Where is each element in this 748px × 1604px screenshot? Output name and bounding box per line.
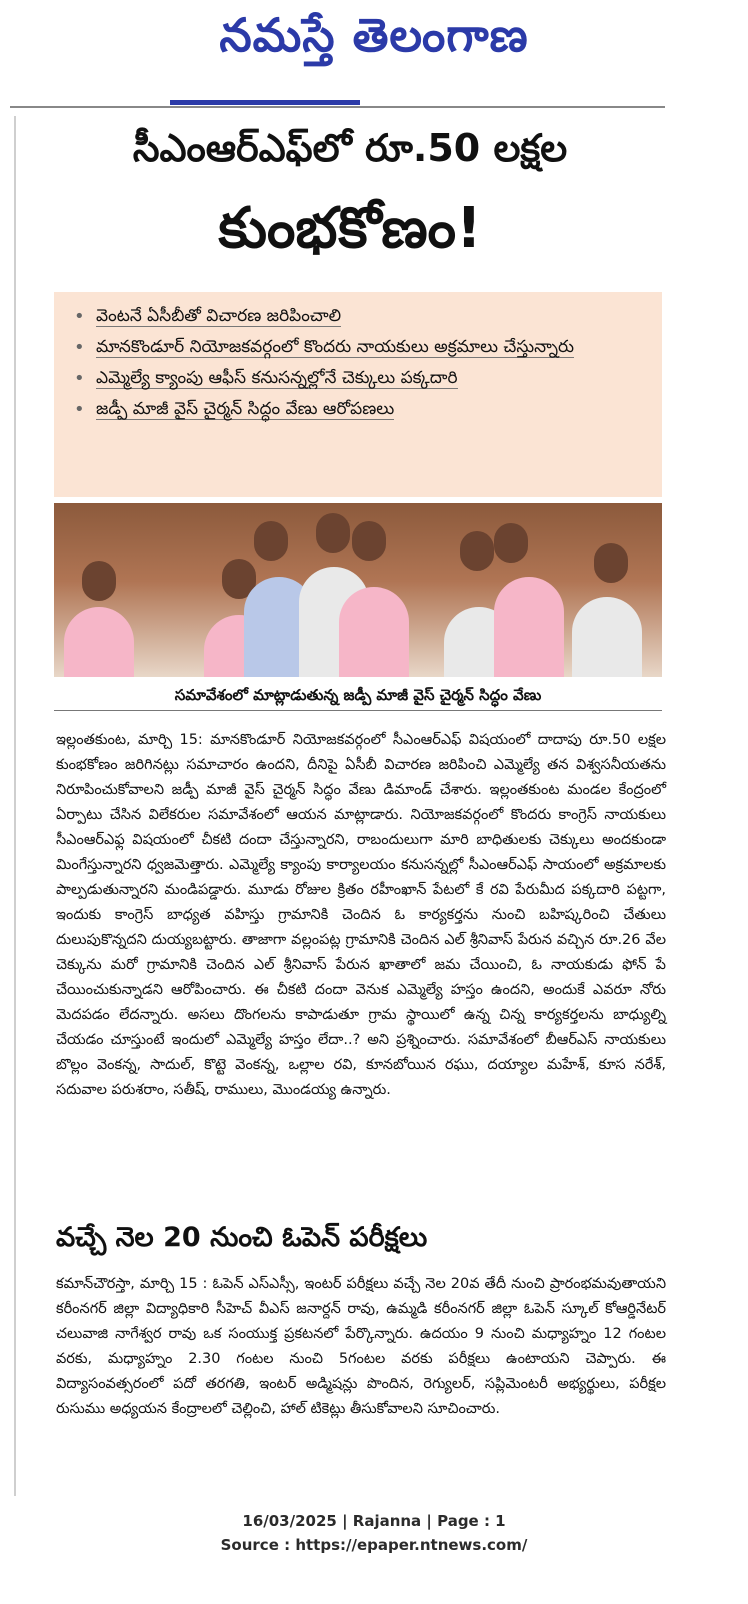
photo-caption: సమావేశంలో మాట్లాడుతున్న జడ్పీ మాజీ వైస్ చైర్మన్ సిద్ధం వేణు bbox=[54, 680, 662, 711]
highlights-list bbox=[54, 292, 662, 422]
highlight-item: • జడ్పీ మాజీ వైస్ చైర్మన్ సిద్ధం వేణు ఆరోపణలు bbox=[74, 399, 395, 420]
second-headline: వచ్చే నెల 20 నుంచి ఓపెన్ పరీక్షలు bbox=[56, 1222, 428, 1253]
highlight-item: • మానకొండూర్ నియోజకవర్గంలో కొందరు నాయకులు అక్రమాలు చేస్తున్నారు bbox=[74, 337, 574, 358]
bullet-icon: • bbox=[74, 368, 85, 389]
person-head bbox=[494, 523, 528, 563]
person-figure bbox=[64, 607, 134, 677]
top-rule bbox=[10, 106, 665, 108]
highlights-box bbox=[54, 292, 662, 497]
person-head bbox=[352, 521, 386, 561]
person-figure bbox=[339, 587, 409, 677]
person-head bbox=[316, 513, 350, 553]
headline-line-2: కుంభకోణం! bbox=[218, 196, 482, 261]
bullet-icon: • bbox=[74, 306, 85, 327]
highlight-item: • వెంటనే ఏసీబీతో విచారణ జరిపించాలి bbox=[74, 306, 342, 327]
bullet-icon: • bbox=[74, 337, 85, 358]
footer-source-line: Source : https://epaper.ntnews.com/ bbox=[220, 1536, 528, 1554]
person-figure bbox=[572, 597, 642, 677]
second-article-body: కమాన్‌చౌరస్తా, మార్చి 15 : ఓపెన్ ఎస్ఎస్సీ, ఇంటర్ పరీక్షలు వచ్చే నెల 20వ తేదీ నుంచి ప్రారంభమవుతాయని కరీంనగర్ జిల్లా విద్యాధికారి సీహెచ్ వీఎస్ జనార్దన్ రావు, ఉమ్మడి కరీంనగర్ జిల్లా ఓపెన్ స్కూల్ కోఆర్డినేటర్ చలువాజి నాగేశ్వర రావు ఒక సంయుక్త ప్రకటనలో పేర్కొన్నారు. ఉదయం 9 నుంచి మధ్యాహ్నం 12 గంటల వరకు, మధ్యాహ్నం 2.30 గంటల నుంచి 5గంటల వరకు పరీక్షలు ఉంటాయని చెప్పారు. ఈ విద్యాసంవత్సరంలో పదో తరగతి, ఇంటర్ అడ్మిషన్లు పొందిన, రెగ్యులర్, సప్లిమెంటరీ అభ్యర్థులు, పరీక్షల రుసుము అధ్యయన కేంద్రాలలో చెల్లించి, హాల్ టికెట్లు తీసుకోవాలని సూచించారు. bbox=[56, 1276, 666, 1417]
highlight-item: • ఎమ్మెల్యే క్యాంపు ఆఫీస్ కనుసన్నల్లోనే చెక్కులు పక్కదారి bbox=[74, 368, 458, 389]
left-divider bbox=[14, 116, 16, 1496]
person-figure bbox=[494, 577, 564, 677]
masthead-logo: నమస్తే తెలంగాణ bbox=[219, 8, 529, 62]
footer-date-line: 16/03/2025 | Rajanna | Page : 1 bbox=[242, 1512, 506, 1530]
person-head bbox=[594, 543, 628, 583]
press-meet-photo bbox=[54, 503, 662, 677]
headline-line-1: సీఎంఆర్ఎఫ్‌లో రూ.50 లక్షల bbox=[132, 126, 568, 170]
person-head bbox=[254, 521, 288, 561]
masthead-accent bbox=[170, 100, 360, 105]
bullet-icon: • bbox=[74, 399, 85, 420]
person-head bbox=[82, 561, 116, 601]
person-head bbox=[460, 531, 494, 571]
article-body: ఇల్లంతకుంట, మార్చి 15: మానకొండూర్ నియోజకవర్గంలో సీఎంఆర్ఎఫ్ విషయంలో దాదాపు రూ.50 లక్షల కుంభకోణం జరిగినట్లు సమాచారం ఉందని, దీనిపై ఏసీబీ విచారణ జరిపించి ఎమ్మెల్యే తన విశ్వసనీయతను నిరూపించుకోవాలని జడ్పీ మాజీ వైస్ చైర్మన్ సిద్ధం వేణు డిమాండ్ చేశారు. ఇల్లంతకుంట మండల కేంద్రంలో ఏర్పాటు చేసిన విలేకరుల సమావేశంలో ఆయన మాట్లాడారు. నియోజకవర్గంలో కొందరు కాంగ్రెస్ నాయకులు సీఎంఆర్ఎఫ్ల విషయంలో చీకటి దందా చేస్తున్నారని, రాబందులుగా మారి బాధితులకు చెక్కులు అందకుండా మింగేస్తున్నారని ధ్వజమెత్తారు. ఎమ్మెల్యే క్యాంపు కార్యాలయం కనుసన్నల్లో సీఎంఆర్ఎఫ్ సాయంలో అక్రమాలకు పాల్పడుతున్నారని మండిపడ్డారు. మూడు రోజుల క్రితం రహీంఖాన్ పేటలో కే రవి పేరుమీద పక్కదారి పట్టగా, ఇందుకు కాంగ్రెస్ బాధ్యత వహిస్తు గ్రామానికి చెందిన ఓ కార్యకర్తను నుంచి బహిష్కరించి చేతులు దులుపుకొన్నదని దుయ్యబట్టారు. తాజాగా వల్లంపట్ల గ్రామానికి చెందిన ఎల్ శ్రీనివాస్ పేరున వచ్చిన రూ.26 వేల చెక్కును మరో గ్రామానికి చెందిన ఎల్ శ్రీనివాస్ పేరున ఖాతాలో జమ చేయించి, ఓ నాయకుడు ఫోన్ పే చేయించుకున్నాడని ఆరోపించారు. ఈ చీకటి దందా వెనుక ఎమ్మెల్యే హస్తం ఉందని, అందుకే ఎవరూ నోరు మెదపడం లేదన్నారు. అసలు దొంగలను కాపాడుతూ గ్రామ స్థాయిలో ఉన్న చిన్న కార్యకర్తలను బాధ్యుల్ని చేయడం చూస్తుంటే ఇందులో ఎమ్మెల్యే హస్తం లేదా..? అని ప్రశ్నించారు. సమావేశంలో బీఆర్ఎస్ నాయకులు బొల్లం వెంకన్న, సాదుల్, కొట్టె వెంకన్న, ఒల్లాల రవి, కూనబోయిన రఘు, దయ్యాల మహేశ్, కూస నరేశ్, సదువాల పరుశరాం, సతీష్, రాములు, మొండయ్య ఉన్నారు. bbox=[56, 732, 666, 1098]
